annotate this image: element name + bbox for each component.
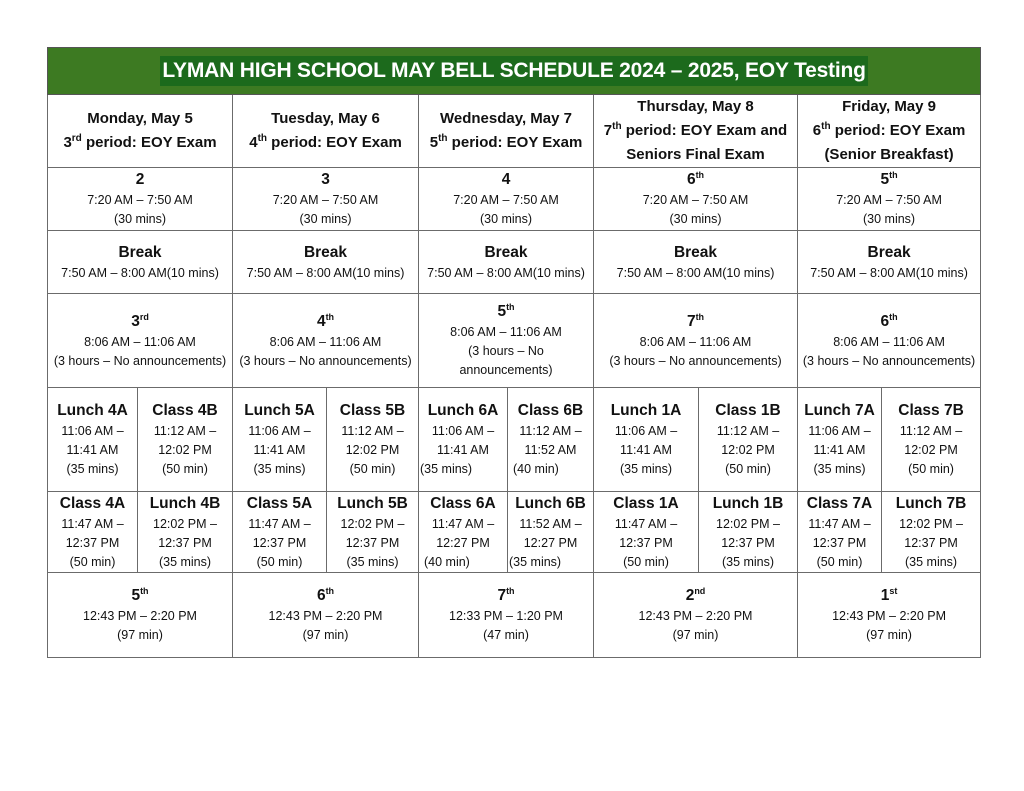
break-cell [233, 231, 419, 294]
period-time: 12:43 PM – 2:20 PM [268, 609, 383, 623]
first-period-cell [233, 168, 419, 231]
period-duration: (30 mins) [863, 212, 916, 226]
first-period-cell [594, 168, 798, 231]
period-duration: (30 mins) [299, 212, 352, 226]
first-period-cell [419, 168, 594, 231]
lunch-cell: Class 6A 11:47 AM – 12:27 PM (40 min) [419, 492, 508, 573]
period-time: 12:43 PM – 2:20 PM [83, 609, 197, 623]
period-time: 8:06 AM – 11:06 AM [84, 334, 196, 349]
period-number: 3 [321, 171, 330, 188]
break-cell [419, 231, 594, 294]
period-number: 5th [880, 169, 898, 188]
lunch-cell: Class 4B 11:12 AM – 12:02 PM (50 min) [138, 388, 233, 492]
period-note: (3 hours – No [468, 344, 544, 358]
bell-schedule-table [47, 47, 981, 658]
exam-period-label: 5th period: EOY Exam [429, 133, 583, 151]
day-header-wednesday [419, 95, 594, 168]
period-number: 2 [135, 171, 145, 188]
break-cell [594, 231, 798, 294]
first-period-cell [798, 168, 981, 231]
lunch-cell: Lunch 7A 11:06 AM – 11:41 AM (35 mins) [798, 388, 882, 492]
last-period-cell [233, 573, 419, 658]
period-duration: (97 min) [672, 628, 719, 642]
lunch-row-a [48, 388, 981, 492]
first-period-cell [48, 168, 233, 231]
period-duration: (47 min) [483, 628, 529, 642]
lunch-cell: Class 1B 11:12 AM – 12:02 PM (50 min) [699, 388, 798, 492]
exam-block-cell [798, 294, 981, 388]
lunch-cell: Class 4A 11:47 AM – 12:37 PM (50 min) [48, 492, 138, 573]
break-label: Break [118, 243, 162, 261]
exam-block-cell [419, 294, 594, 388]
lunch-cell: Class 7B 11:12 AM – 12:02 PM (50 min) [882, 388, 981, 492]
exam-block-cell [48, 294, 233, 388]
day-header-friday [798, 95, 981, 168]
period-time: 7:20 AM – 7:50 AM [836, 193, 942, 207]
period-time: 7:20 AM – 7:50 AM [642, 193, 749, 207]
period-duration: (97 min) [117, 628, 163, 642]
period-number: 5th [131, 585, 149, 604]
break-label: Break [303, 243, 348, 261]
schedule-title: LYMAN HIGH SCHOOL MAY BELL SCHEDULE 2024 – 2025, EOY Testing [160, 56, 867, 86]
break-cell [798, 231, 981, 294]
day-header-thursday [594, 95, 798, 168]
day-label: Tuesday, May 6 [271, 110, 380, 127]
period-time: 8:06 AM – 11:06 AM [639, 334, 752, 349]
period-time: 12:33 PM – 1:20 PM [449, 609, 563, 623]
break-cell [48, 231, 233, 294]
lunch-cell: Lunch 1B 12:02 PM – 12:37 PM (35 mins) [699, 492, 798, 573]
period-duration: (97 min) [866, 628, 912, 642]
day-header-monday [48, 95, 233, 168]
period-duration: (30 mins) [113, 212, 167, 226]
last-period-cell [419, 573, 594, 658]
lunch-cell: Lunch 6A 11:06 AM – 11:41 AM (35 mins) [419, 388, 508, 492]
period-time: 7:20 AM – 7:50 AM [453, 193, 559, 207]
lunch-cell: Class 5A 11:47 AM – 12:37 PM (50 min) [233, 492, 327, 573]
period-number: 6th [316, 585, 335, 604]
period-note: (3 hours – No announcements) [239, 353, 412, 368]
lunch-cell: Lunch 6B 11:52 AM – 12:27 PM (35 mins) [508, 492, 594, 573]
break-label: Break [673, 243, 718, 261]
exam-block-cell [594, 294, 798, 388]
last-period-cell [798, 573, 981, 658]
exam-period-label: 3rd period: EOY Exam [63, 133, 217, 151]
break-label: Break [484, 243, 528, 261]
period-duration: (30 mins) [479, 212, 533, 226]
break-time: 7:50 AM – 8:00 AM(10 mins) [427, 265, 585, 280]
title-row [48, 48, 981, 95]
last-period-row [48, 573, 981, 658]
break-time: 7:50 AM – 8:00 AM(10 mins) [810, 265, 968, 280]
period-time: 12:43 PM – 2:20 PM [638, 609, 753, 623]
last-period-cell [48, 573, 233, 658]
exam-block-row [48, 294, 981, 388]
day-label: Wednesday, May 7 [440, 110, 572, 127]
day-header-row [48, 95, 981, 168]
period-number: 6th [880, 311, 898, 330]
lunch-cell: Lunch 5A 11:06 AM – 11:41 AM (35 mins) [233, 388, 327, 492]
period-time: 8:06 AM – 11:06 AM [269, 334, 382, 349]
exam-extra-note: (Senior Breakfast) [824, 146, 954, 163]
period-number: 4 [501, 171, 511, 188]
last-period-cell [594, 573, 798, 658]
period-note: (3 hours – No announcements) [53, 353, 227, 368]
break-time: 7:50 AM – 8:00 AM(10 mins) [616, 265, 775, 280]
day-label: Monday, May 5 [87, 110, 193, 127]
period-time: 12:43 PM – 2:20 PM [832, 609, 947, 623]
period-note: (3 hours – No announcements) [802, 353, 976, 368]
lunch-cell: Lunch 5B 12:02 PM – 12:37 PM (35 mins) [327, 492, 419, 573]
exam-period-label: 4th period: EOY Exam [249, 133, 402, 151]
exam-period-label: 6th period: EOY Exam [812, 121, 966, 139]
break-time: 7:50 AM – 8:00 AM(10 mins) [61, 265, 219, 280]
period-number: 7th [497, 585, 515, 604]
exam-extra-note: Seniors Final Exam [626, 146, 765, 163]
period-number: 1st [880, 585, 898, 604]
break-row [48, 231, 981, 294]
period-number: 5th [497, 301, 515, 320]
lunch-cell: Lunch 4B 12:02 PM – 12:37 PM (35 mins) [138, 492, 233, 573]
title-cell [48, 48, 981, 95]
period-time: 8:06 AM – 11:06 AM [833, 334, 945, 349]
lunch-cell: Lunch 7B 12:02 PM – 12:37 PM (35 mins) [882, 492, 981, 573]
break-time: 7:50 AM – 8:00 AM(10 mins) [246, 265, 405, 280]
period-note-cont: announcements) [459, 363, 553, 377]
period-duration: (30 mins) [669, 212, 722, 226]
exam-block-cell [233, 294, 419, 388]
lunch-cell: Lunch 1A 11:06 AM – 11:41 AM (35 mins) [594, 388, 699, 492]
lunch-cell: Class 7A 11:47 AM – 12:37 PM (50 min) [798, 492, 882, 573]
period-note: (3 hours – No announcements) [609, 353, 782, 368]
day-header-tuesday [233, 95, 419, 168]
period-number: 2nd [685, 585, 706, 604]
period-number: 4th [316, 311, 335, 330]
period-number: 7th [686, 311, 705, 330]
first-period-row [48, 168, 981, 231]
lunch-cell: Class 1A 11:47 AM – 12:37 PM (50 min) [594, 492, 699, 573]
exam-period-label: 7th period: EOY Exam and [603, 121, 788, 139]
period-time: 7:20 AM – 7:50 AM [87, 193, 193, 207]
lunch-cell: Lunch 4A 11:06 AM – 11:41 AM (35 mins) [48, 388, 138, 492]
day-label: Thursday, May 8 [637, 98, 754, 115]
period-number: 6th [686, 169, 705, 188]
period-time: 7:20 AM – 7:50 AM [272, 193, 379, 207]
lunch-cell: Class 6B 11:12 AM – 11:52 AM (40 min) [508, 388, 594, 492]
break-label: Break [867, 243, 911, 261]
period-number: 3rd [131, 311, 149, 330]
period-time: 8:06 AM – 11:06 AM [450, 325, 562, 339]
period-duration: (97 min) [302, 628, 349, 642]
lunch-cell: Class 5B 11:12 AM – 12:02 PM (50 min) [327, 388, 419, 492]
day-label: Friday, May 9 [842, 98, 937, 115]
lunch-row-b [48, 492, 981, 573]
